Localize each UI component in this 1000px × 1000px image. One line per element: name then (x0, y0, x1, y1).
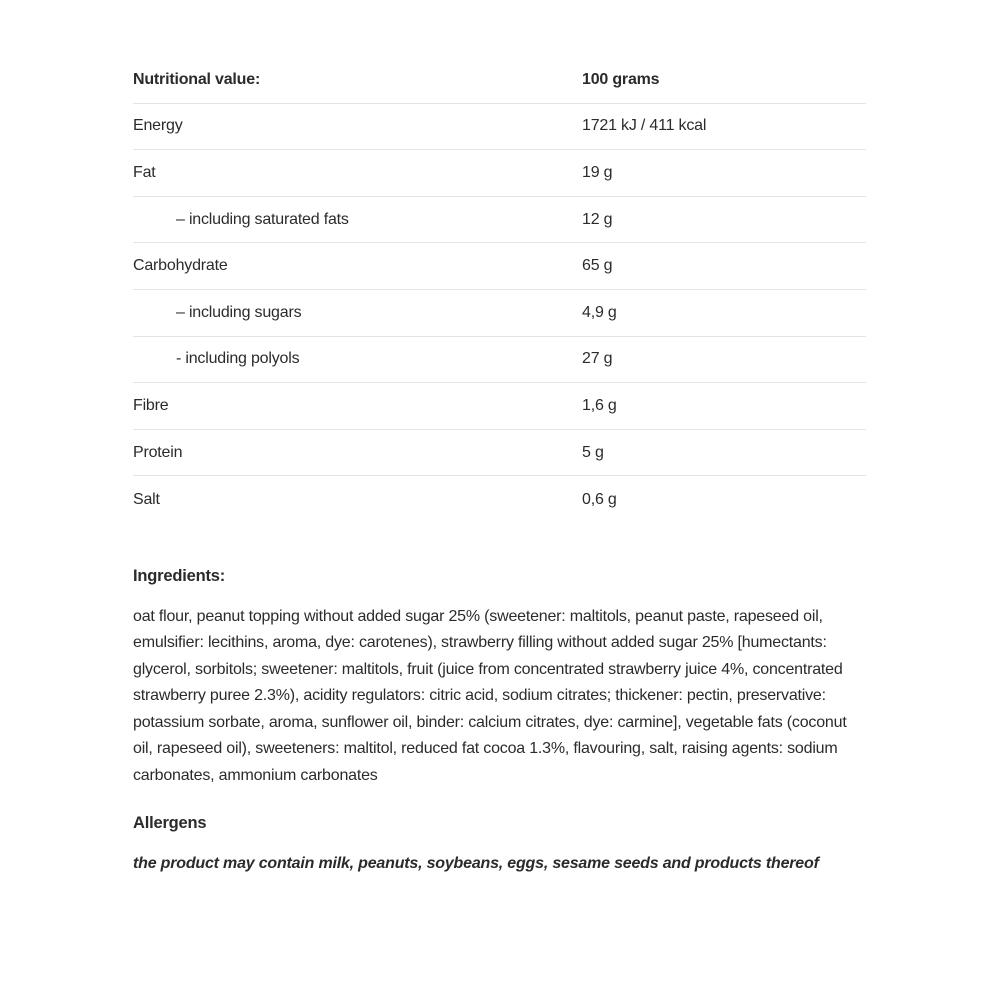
nutrition-row (133, 337, 866, 384)
allergens-heading: Allergens (133, 814, 207, 833)
nutrient-label: Carbohydrate (133, 257, 228, 275)
nutrient-value: 12 g (582, 210, 613, 228)
nutrient-label: Fibre (133, 396, 169, 414)
nutrient-value: 0,6 g (582, 490, 617, 508)
nutrient-value: 5 g (582, 443, 604, 461)
nutrient-label: Salt (133, 490, 160, 508)
nutrient-label: – including sugars (176, 303, 302, 321)
nutrition-row (133, 197, 866, 244)
nutrient-value: 27 g (582, 350, 613, 368)
nutrient-label: Fat (133, 163, 156, 181)
nutrient-value: 1,6 g (582, 396, 617, 414)
allergens-text: the product may contain milk, peanuts, soybeans, eggs, sesame seeds and products thereof (133, 855, 819, 873)
nutrient-label: Energy (133, 117, 183, 135)
nutrition-header-amount: 100 grams (582, 70, 660, 88)
nutrient-value: 65 g (582, 257, 613, 275)
nutrient-value: 4,9 g (582, 303, 617, 321)
nutrient-label: Protein (133, 443, 183, 461)
nutrient-value: 1721 kJ / 411 kcal (582, 117, 707, 135)
nutrition-row (133, 290, 866, 337)
ingredients-heading: Ingredients: (133, 566, 226, 585)
nutrient-label: – including saturated fats (176, 210, 349, 228)
nutrition-table (133, 57, 866, 523)
nutrition-row (133, 430, 866, 477)
nutrition-table-body (133, 104, 866, 523)
nutrition-row (133, 383, 866, 430)
nutrition-row (133, 104, 866, 151)
nutrition-table-header-row (133, 57, 866, 104)
nutrient-label: - including polyols (176, 350, 300, 368)
nutrition-row (133, 243, 866, 290)
nutrition-row (133, 150, 866, 197)
nutrition-header-label: Nutritional value: (133, 70, 261, 88)
ingredients-text: oat flour, peanut topping without added sugar 25% (sweetener: maltitols, peanut paste, rapeseed oil, emulsifier: lecithins, aroma, dye: carotenes), strawberry filling without added sugar 25% [humectants: glycerol, sorbitols; sweetener: maltitols, fruit (juice from concentrated strawberry juice 4%, concentrated strawberry puree 2.3%), acidity regulators: citric acid, sodium citrates; thickener: pectin, preservative: potassium sorbate, aroma, sunflower oil, binder: calcium citrates, dye: carmine], vegetable fats (coconut oil, rapeseed oil), sweeteners: maltitol, reduced fat cocoa 1.3%, flavouring, salt, raising agents: sodium carbonates, ammonium carbonates (133, 607, 847, 784)
nutrition-row (133, 476, 866, 523)
nutrient-value: 19 g (582, 163, 613, 181)
